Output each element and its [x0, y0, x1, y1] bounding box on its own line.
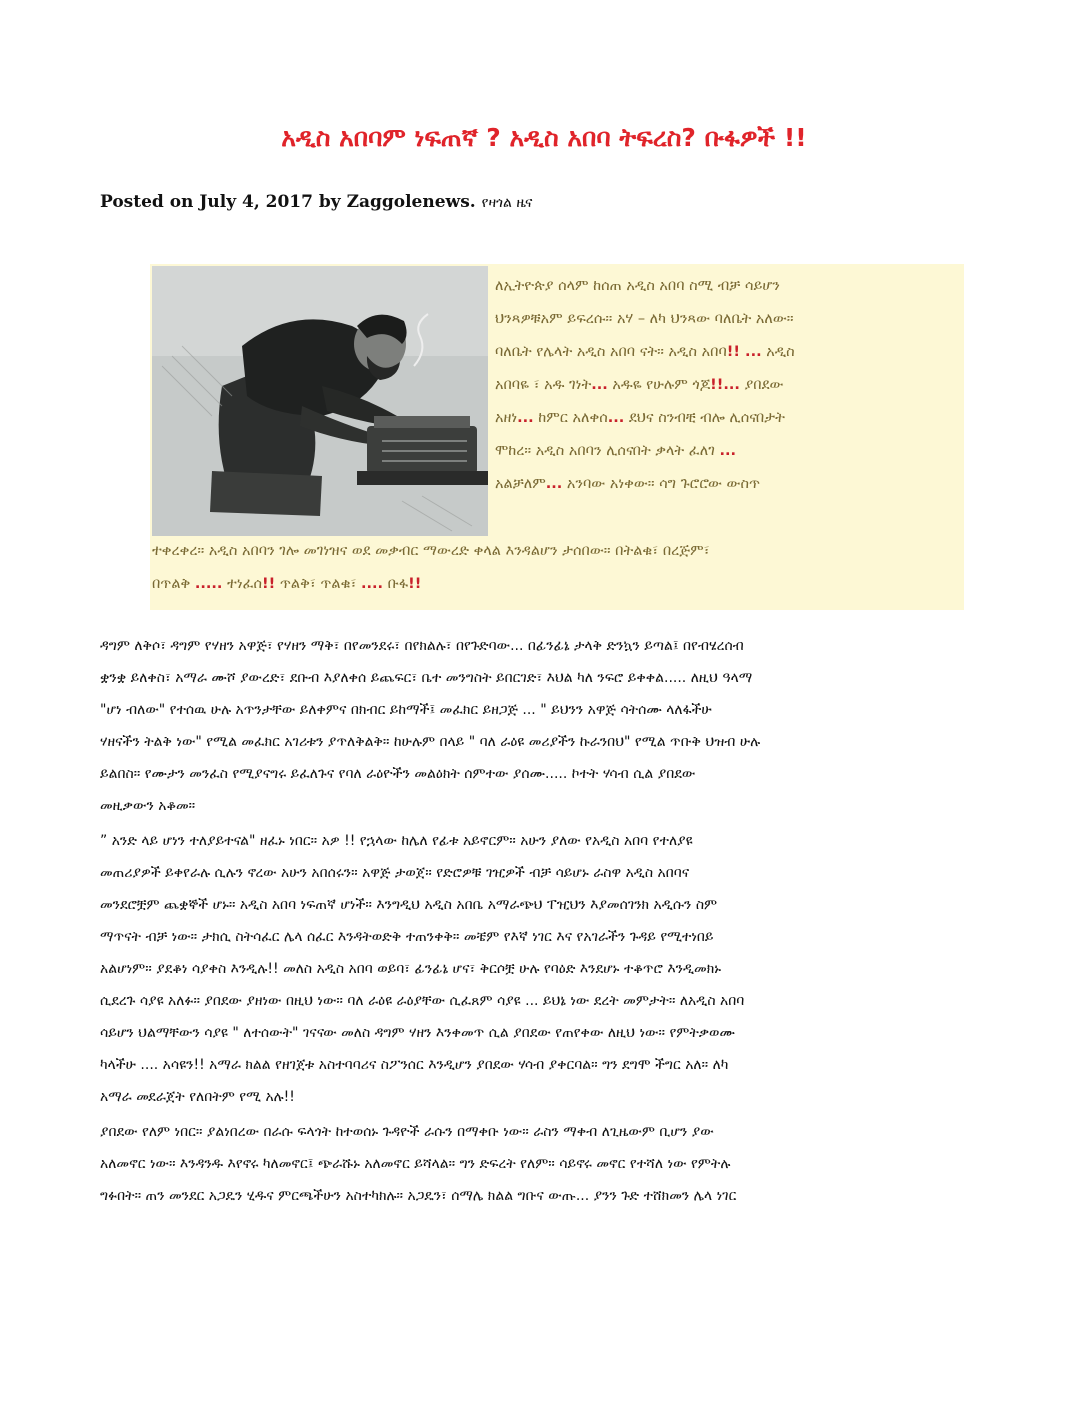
text-segment: አንባው አነቀው። ሳግ ጉሮሮው ውስጥ	[562, 476, 761, 492]
article-byline	[100, 192, 980, 212]
paragraph-2	[100, 825, 986, 1113]
paragraph-3	[100, 1116, 986, 1212]
text-segment: ተቀረቀረ። አዲስ አበባን ገሎ መገነዝና ወደ መቃብር ማውረድ ቀላል እንዳልሆን ታሰበው። በትልቁ፣ በረጅም፣	[152, 543, 710, 559]
text-segment: አዘነ	[495, 410, 518, 426]
text-segment: ጥልቅ፣ ጥልቁ፣	[275, 576, 362, 592]
text-segment: ሞከረ። አዲስ አበባን ሊሰናበት ቃላት ፈለገ	[495, 443, 720, 459]
emphasis-text: ...	[591, 377, 608, 393]
paragraph-line: ሳይሆን ህልማቸውን ሳያዩ " ለተሰውት" ገናናው መለስ ዳግም ሃዘን እንቀመጥ ሲል ያበደው የጠየቀው ለዚህ ነው። የምትቃወሙ	[100, 1025, 735, 1041]
emphasis-text: ...	[517, 410, 534, 426]
text-segment: ደህና ስንብቺ ብሎ ሊሰናበታት	[624, 410, 785, 426]
text-segment: አዱዬ የሁሉም ጎጆ	[607, 377, 711, 393]
paragraph-line: መንደሮቿም ጨቋኞች ሆኑ። አዲስ አበባ ነፍጠኛ ሆነች። እንግዲህ አዲስ አበቤ አማራጭህ ፐዢህን እያመሰገንክ አዲሱን ስም	[100, 897, 718, 913]
quote-box-wide-line	[152, 535, 960, 568]
paragraph-line: ያበደው የለም ነበር። ያልነበረው በራሱ ፍላጎት ከተወሰኑ ጉዳዮች ራሱን በማቀቡ ነው። ራስን ማቀብ ለጊዜውም ቢሆን ያው	[100, 1124, 714, 1140]
quote-box-right-line	[495, 270, 957, 303]
paragraph-line: ዳግም ለቅሶ፣ ዳግም የሃዘን አዋጅ፣ የሃዘን ማቅ፣ በየመንደሩ፣ በየክልሉ፣ በየጉድባው... በፊንፊኔ ታላቅ ድንኳን ይጣል፤ በየብሄረሰብ	[100, 638, 744, 654]
paragraph-line: መጠሪያዎች ይቀየራሉ ሲሉን ኖረው አሁን አበሰሩን። አዋጅ ታወጀ። የድሮዎቹ ገዢዎች ብቻ ሳይሆኑ ራስዋ አዲስ አበባና	[100, 865, 690, 881]
man-writing-illustration	[152, 266, 488, 536]
paragraph-line: ቋንቋ ይለቀስ፣ አማራ ሙሾ ያውረድ፣ ደቡብ እያለቀሰ ይጨፍር፣ ቤተ መንግስት ይበርገድ፣ እህል ካለ ንፍሮ ይቀቀል..... ለዚህ ዓላማ	[100, 670, 753, 686]
text-segment: ያበደው	[739, 377, 784, 393]
paragraph-line: "ሆነ ብለው" የተሰዉ ሁሉ አጥንታቸው ይለቀምና በክብር ይከማች፤ መፈክር ይዘጋጅ ... " ይህንን አዋጅ ሳትሰሙ ላለፋችሁ	[100, 702, 712, 718]
paragraph-line: መዚቃውን አቆመ።	[100, 798, 196, 814]
paragraph-line: ይልበስ። የሙታን መንፈስ የሚያናግሩ ይፈለጉና የባለ ራዕዮችን መልዕክት ሰምተው ያሰሙ..... ኮተት ሃሳብ ሲል ያበደው	[100, 766, 696, 782]
text-segment: አዲስ	[761, 344, 795, 360]
paragraph-1	[100, 630, 986, 822]
quote-box-wide-text	[152, 535, 960, 601]
emphasis-text: ....	[361, 576, 384, 592]
emphasis-text: ...	[607, 410, 625, 426]
paragraph-line: ሲደረጉ ሳያዩ አለፉ። ያበደው ያዘነው በዚህ ነው። ባለ ራዕዩ ራዕያቸው ሲፈጸም ሳያዩ ... ይህኔ ነው ደረት መምታት። ለአዲስ አበባ	[100, 993, 745, 1009]
text-segment: በጥልቅ	[152, 576, 195, 592]
text-segment: ለኢትዮጵያ ሰላም ከሰጠ አዲስ አበባ ስሚ ብቻ ሳይሆን	[495, 278, 780, 294]
emphasis-text: ...	[545, 476, 563, 492]
text-segment: ተነፈሰ	[222, 576, 263, 592]
emphasis-text: !!	[262, 576, 276, 592]
quote-box-wide-line	[152, 568, 960, 601]
byline-source: የዛጎል ዜና	[481, 195, 533, 211]
quote-box-right-line	[495, 303, 957, 336]
emphasis-text: ...	[719, 443, 736, 459]
quote-box-right-line	[495, 468, 957, 501]
quote-box-right-line	[495, 435, 957, 468]
paragraph-line: አለመኖር ነው። እንዳንዱ እየኖሩ ካለመኖር፤ ጭራሹኑ አለመኖር ይሻላል። ግን ድፍረት የለም። ሳይኖሩ መኖር የተሻለ ነው የምትሉ	[100, 1156, 731, 1172]
text-segment: ህንጻዎቹአም ይፍረሱ። አሃ – ለካ ህንጻው ባለቤት አለው።	[495, 311, 794, 327]
paragraph-line: ማጥናት ብቻ ነው። ታክሲ ስትሳፈር ሌላ ሰፈር እንዳትወድቅ ተጠንቀቅ። መቼም የእኛ ነገር እና የአገራችን ጉዳይ የሚተነበይ	[100, 929, 714, 945]
paragraph-line: አልሆነም። ያደቆነ ሳያቀስ እንዲሉ!! መለስ አዲስ አበባ ወይባ፣ ፊንፊኔ ሆና፣ ቅርሶቿ ሁሉ የባዕድ እንደሆኑ ተቆጥሮ እንዲመክኑ	[100, 961, 722, 977]
quote-box-right-line	[495, 336, 957, 369]
quote-box-right-line	[495, 369, 957, 402]
paragraph-line: ካላችሁ .... አሳዩን!! አማራ ክልል የዘገጀቱ አስተባባሪና ስፖንሰር እንዲሆን ያበደው ሃሳብ ያቀርባል። ግን ደግሞ ችግር አለ። ለካ	[100, 1057, 729, 1073]
emphasis-text: !!...	[710, 377, 740, 393]
text-segment: ከምር አለቀሰ	[533, 410, 608, 426]
byline-posted: Posted on July 4, 2017 by Zaggolenews.	[100, 192, 476, 212]
text-segment: አበባዬ ፣ አዱ ገነት	[495, 377, 592, 393]
paragraph-line: ግፉበት። ጠን መንደር አጋዴን ሂዱና ምርጫችሁን አስተካክሉ። አጋዴን፣ ሰማሌ ክልል ግቡና ውጡ... ያንን ጉድ ተሸክመን ሌላ ነገር	[100, 1188, 737, 1204]
text-segment: ባለቤት የሌላት አዲስ አበባ ናት። አዲስ አበባ	[495, 344, 727, 360]
emphasis-text: !! ...	[726, 344, 762, 360]
text-segment: አልቻለም	[495, 476, 546, 492]
article-title: አዲስ አበባም ነፍጠኛ ? አዲስ አበባ ትፍረስ? ቡፋዎች !!	[281, 123, 807, 152]
paragraph-line: ሃዘናችን ትልቅ ነው" የሚል መፈክር አገሪቱን ያጥለቅልቅ። ከሁሉም በላይ " ባለ ራዕዩ መሪያችን ኩራንበህ" የሚል ጥቡቅ ህዝብ ሁሉ	[100, 734, 761, 750]
paragraph-line: አማራ መደራጀት የለበትም የሚ አሉ!!	[100, 1089, 295, 1105]
quote-box-right-line	[495, 402, 957, 435]
paragraph-line: ” አንድ ላይ ሆነን ተለያይተናል" ዘፈኑ ነበር። አዎ !! የኋላው ከሌለ የፊቱ አይኖርም። አሁን ያለው የአዲስ አበባ የተለያዩ	[100, 833, 693, 849]
quote-box-right-text	[495, 270, 957, 501]
emphasis-text: !!	[408, 576, 422, 592]
text-segment: ቡፋ	[383, 576, 409, 592]
emphasis-text: .....	[194, 576, 223, 592]
